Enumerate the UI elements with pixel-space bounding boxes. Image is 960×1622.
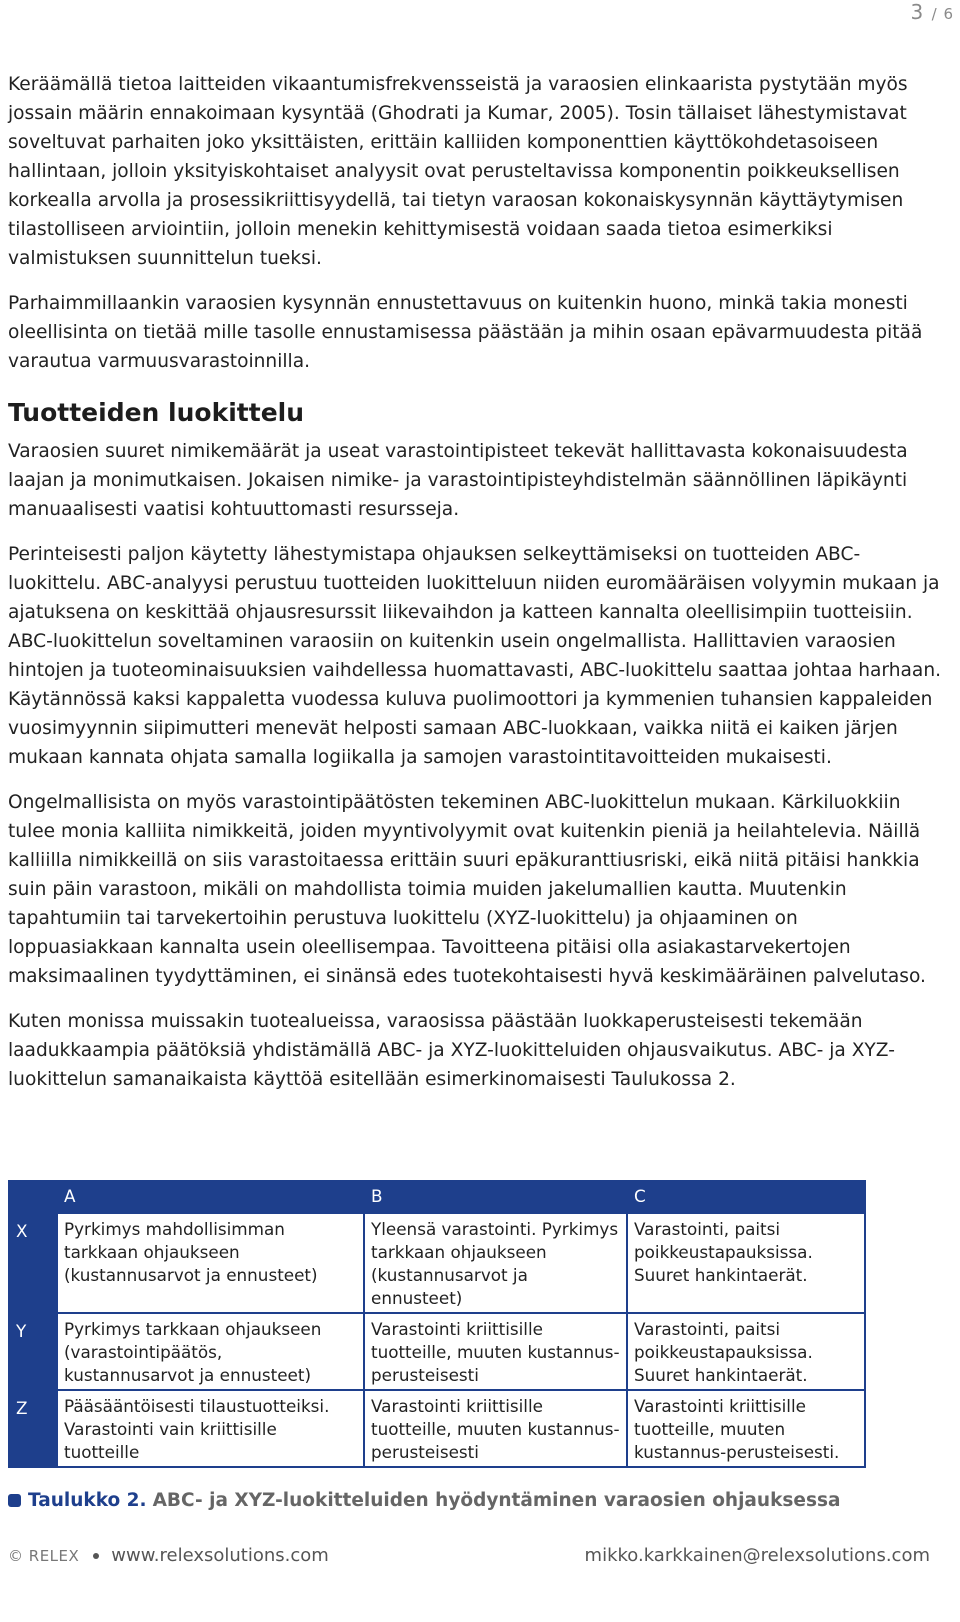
website-link[interactable]: www.relexsolutions.com (111, 1545, 329, 1566)
table-cell: Yleensä varastointi. Pyrkimys tarkkaan ohjaukseen (kustannusarvot ja ennusteet) (365, 1214, 626, 1312)
table-cell: Varastointi, paitsi poikkeustapauksissa. Suuret hankintaerät. (628, 1314, 864, 1389)
caption-label: Taulukko 2. (28, 1490, 147, 1511)
paragraph: Varaosien suuret nimikemäärät ja useat varastointipisteet tekevät hallittavasta kokonaisuudesta laajan ja monimutkaisen. Jokaisen nimike- ja varastointipisteyhdistelmän säännöllinen läpikäynti manuaalisesti vaatisi kohtuuttomasti resursseja. (8, 441, 908, 520)
section-heading: Tuotteiden luokittelu (8, 398, 305, 427)
table-row (10, 1214, 864, 1312)
article-body (8, 70, 948, 1110)
table-cell: Varastointi kriittisille tuotteille, muuten kustannus-perusteisesti (365, 1314, 626, 1389)
page-number-current: 3 (910, 0, 925, 24)
row-label-y: Y (10, 1314, 56, 1389)
table-caption (8, 1490, 840, 1511)
email-link[interactable]: mikko.karkkainen@relexsolutions.com (584, 1545, 930, 1566)
row-label-x: X (10, 1214, 56, 1312)
caption-bullet-icon (8, 1494, 21, 1507)
corner-cell (10, 1182, 56, 1212)
page-number-total: / 6 (931, 5, 954, 23)
row-label-z: Z (10, 1391, 56, 1466)
page-number (911, 0, 954, 24)
column-header-b: B (365, 1182, 626, 1212)
column-header-c: C (628, 1182, 864, 1212)
paragraph: Ongelmallisista on myös varastointipäätösten tekeminen ABC-luokittelun mukaan. Kärkiluokkiin tulee monia kalliita nimikkeitä, joiden myyntivolyymit ovat kuitenkin pieniä ja heilahtelevia. Näillä kalliilla nimikkeillä on siis varastoitaessa erittäin suuri epäkuranttiusriski, eikä niitä pitäisi hankkia suin päin varastoon, mikäli on mahdollista toimia muiden jakelumallien kautta. Muutenkin tapahtumiin tai tarvekertoihin perustuva luokittelu (XYZ-luokittelu) ja ohjaaminen on loppuasiakkaan kannalta usein oleellisempaa. Tavoitteena pitäisi olla asiakastarvekertojen maksimaalinen tyydyttäminen, ei sinänsä edes tuotekohtaisesti hyvä keskimääräinen palvelutaso. (8, 792, 926, 987)
table-cell: Varastointi kriittisille tuotteille, muuten kustannus-perusteisesti (365, 1391, 626, 1466)
table-cell: Pyrkimys mahdollisimman tarkkaan ohjaukseen (kustannusarvot ja ennusteet) (58, 1214, 363, 1312)
column-header-a: A (58, 1182, 363, 1212)
page-footer (8, 1545, 930, 1566)
table-cell: Pyrkimys tarkkaan ohjaukseen (varastointipäätös, kustannusarvot ja ennusteet) (58, 1314, 363, 1389)
table-row (10, 1391, 864, 1466)
relex-logo: © RELEX (8, 1546, 80, 1565)
paragraph: Parhaimmillaankin varaosien kysynnän ennustettavuus on kuitenkin huono, minkä takia monesti oleellisinta on tietää mille tasolle ennustamisessa päästään ja mihin osaan epävarmuudesta pitää varautua varmuusvarastoinnilla. (8, 293, 923, 372)
caption-text: ABC- ja XYZ-luokitteluiden hyödyntäminen varaosien ohjauksessa (152, 1490, 841, 1511)
table-cell: Varastointi, paitsi poikkeustapauksissa. Suuret hankintaerät. (628, 1214, 864, 1312)
paragraph: Keräämällä tietoa laitteiden vikaantumisfrekvensseistä ja varaosien elinkaarista pystytään myös jossain määrin ennakoimaan kysyntää (Ghodrati ja Kumar, 2005). Tosin tällaiset lähestymistavat soveltuvat parhaiten joko yksittäisten, erittäin kalliiden komponenttien käyttökohdetasoiseen hallintaan, jolloin yksityiskohtaiset analyysit ovat perusteltavissa komponentin poikkeuksellisen korkealla arvolla ja prosessikriittisyydellä, tai tietyn varaosan kokonaiskysynnän käyttäytymisen tilastolliseen arviointiin, jolloin menekin kehittymisestä voidaan saada tietoa esimerkiksi valmistuksen suunnittelun tueksi. (8, 74, 908, 269)
separator-dot-icon (93, 1553, 99, 1559)
table-row (10, 1314, 864, 1389)
paragraph: Perinteisesti paljon käytetty lähestymistapa ohjauksen selkeyttämiseksi on tuotteiden ABC-luokittelu. ABC-analyysi perustuu tuotteiden luokitteluun niiden euromääräisen volyymin mukaan ja ajatuksena on keskittää ohjausresurssit liikevaihdon ja katteen kannalta oleellisimpiin tuotteisiin. ABC-luokittelun soveltaminen varaosiin on kuitenkin usein ongelmallista. Hallittavien varaosien hintojen ja tuoteominaisuuksien vaihdellessa huomattavasti, ABC-luokittelu saattaa johtaa harhaan. Käytännössä kaksi kappaletta vuodessa kuluva puolimoottori ja kymmenien tuhansien kappaleiden vuosimyynnin siipimutteri menevät helposti samaan ABC-luokkaan, vaikka niitä ei kaiken järjen mukaan kannata ohjata samalla logiikalla ja samojen varastointitavoitteiden mukaisesti. (8, 544, 942, 768)
table-header-row (10, 1182, 864, 1212)
paragraph: Kuten monissa muissakin tuotealueissa, varaosissa päästään luokkaperusteisesti tekemään laadukkaampia päätöksiä yhdistämällä ABC- ja XYZ-luokitteluiden ohjausvaikutus. ABC- ja XYZ-luokittelun samanaikaista käyttöä esitellään esimerkinomaisesti Taulukossa 2. (8, 1011, 895, 1090)
table-cell: Varastointi kriittisille tuotteille, muuten kustannus-perusteisesti. (628, 1391, 864, 1466)
table-cell: Pääsääntöisesti tilaustuotteiksi. Varastointi vain kriittisille tuotteille (58, 1391, 363, 1466)
abc-xyz-table (8, 1180, 866, 1468)
